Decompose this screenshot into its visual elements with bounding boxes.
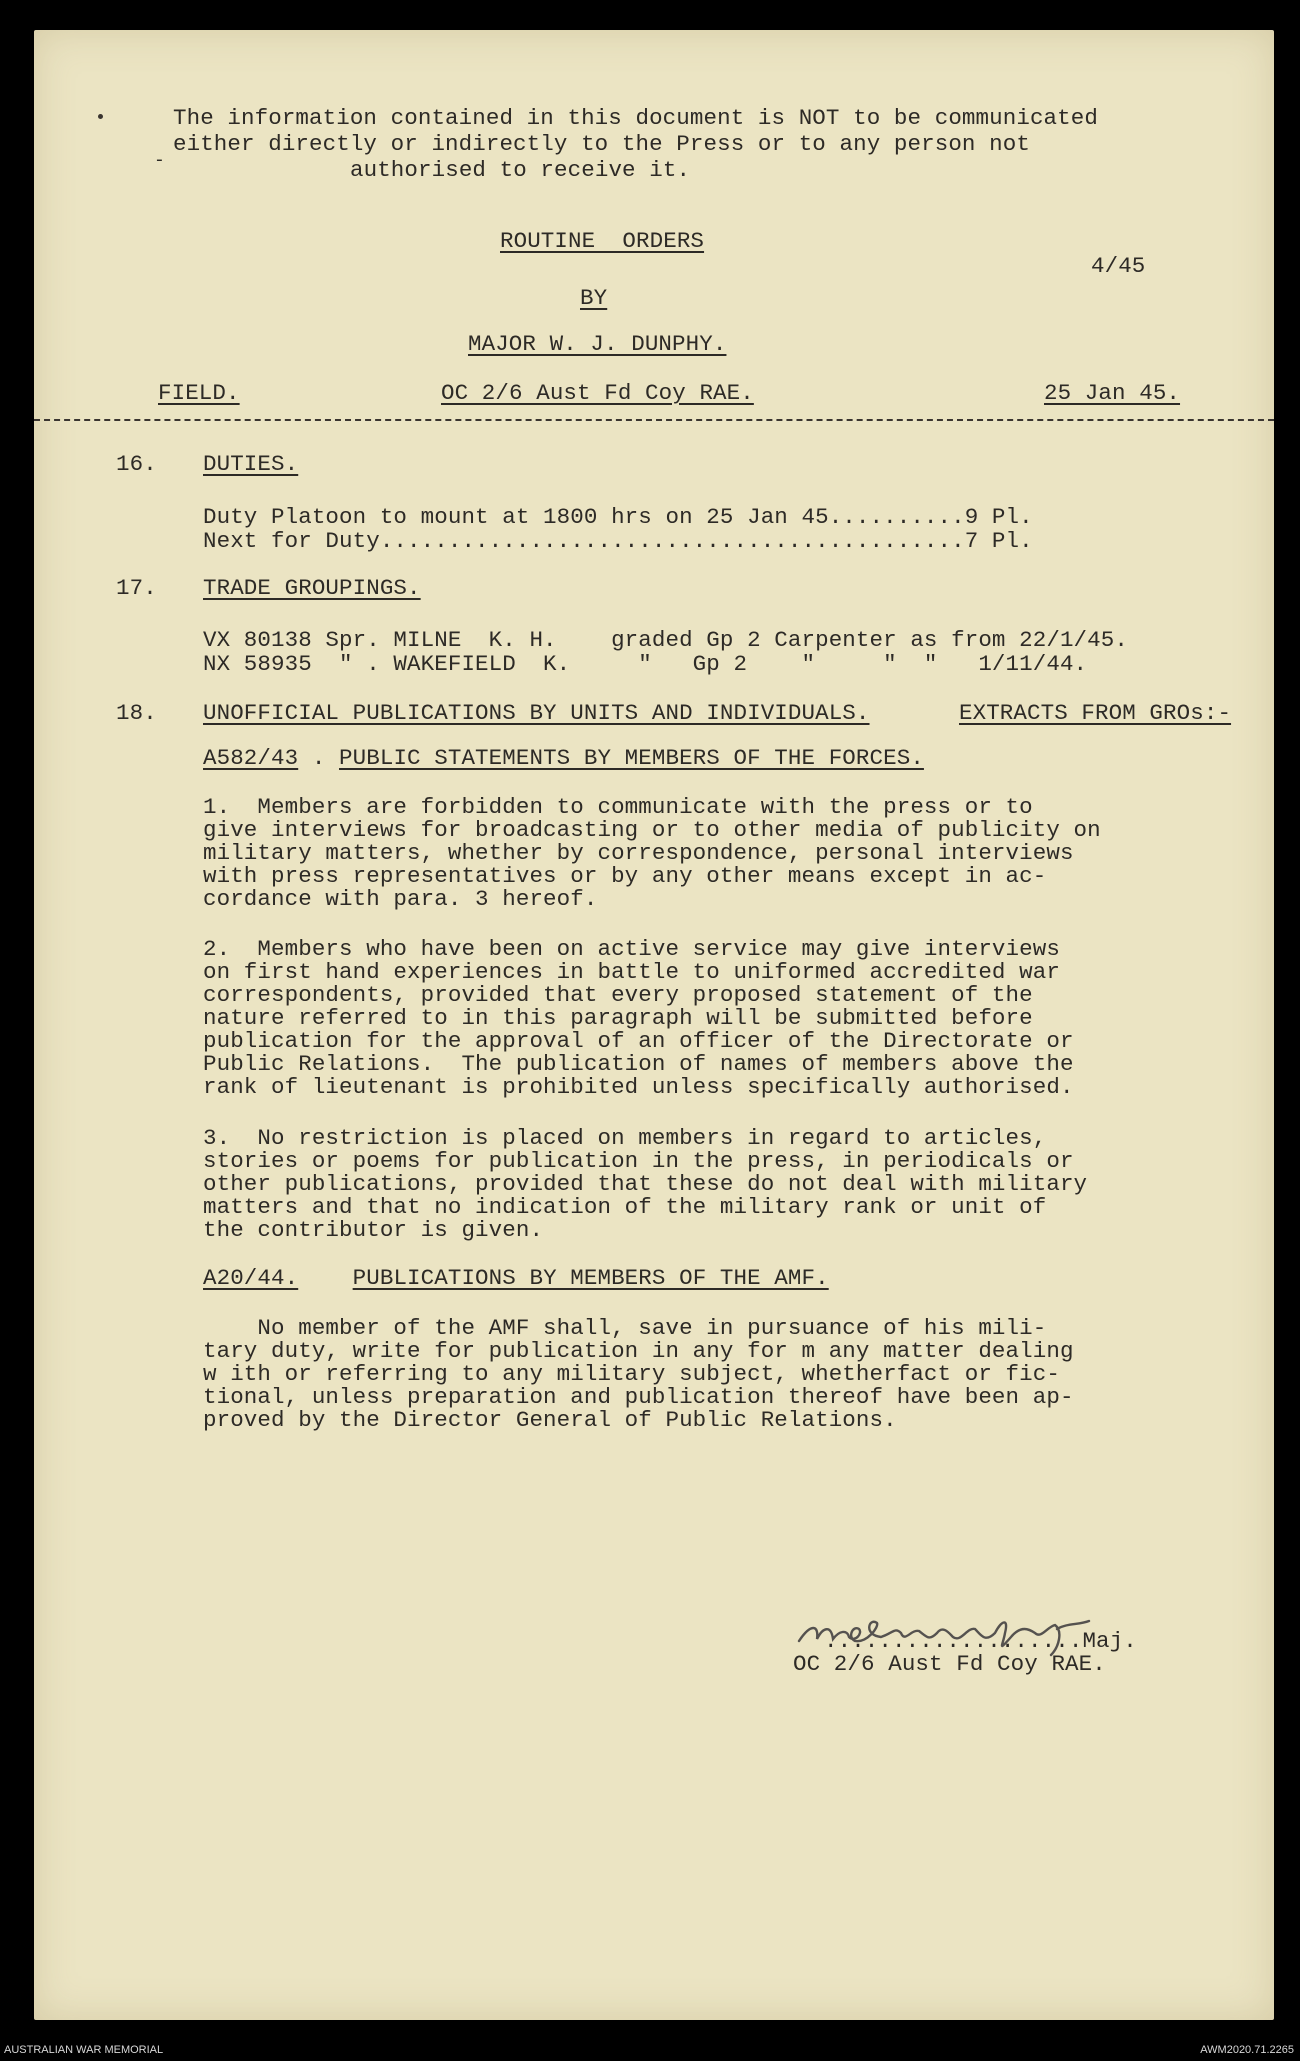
header-divider	[34, 419, 1274, 421]
issuer-name: MAJOR W. J. DUNPHY.	[468, 331, 727, 357]
para4-line: w ith or referring to any military subject, whetherfact or fic-	[203, 1361, 1060, 1387]
para2-line: Public Relations. The publication of names of members above the	[203, 1051, 1074, 1077]
section-18-heading: UNOFFICIAL PUBLICATIONS BY UNITS AND INDIVIDUALS.	[203, 700, 870, 726]
gro-a20-title: PUBLICATIONS BY MEMBERS OF THE AMF.	[352, 1265, 829, 1291]
para3-line: the contributor is given.	[203, 1217, 544, 1243]
section-17-number: 17.	[116, 575, 157, 601]
section-18-extracts: EXTRACTS FROM GROs:-	[959, 700, 1232, 726]
gro-a582-separator: .	[298, 745, 340, 771]
para4-line: No member of the AMF shall, save in pursuance of his mili-	[203, 1315, 1047, 1341]
order-date: 25 Jan 45.	[1044, 380, 1181, 406]
unit: OC 2/6 Aust Fd Coy RAE.	[441, 380, 754, 406]
gro-a582-line	[203, 745, 924, 771]
trade-line-1: VX 80138 Spr. MILNE K. H. graded Gp 2 Carpenter as from 22/1/45.	[203, 627, 1128, 653]
document-page	[34, 30, 1274, 2020]
signature-line: ...................Maj.	[824, 1628, 1137, 1654]
order-number: 4/45	[1091, 253, 1146, 279]
footer-institution: AUSTRALIAN WAR MEMORIAL	[4, 2044, 164, 2056]
by-label: BY	[580, 285, 608, 311]
margin-dot	[98, 114, 103, 119]
gro-a582-title: PUBLIC STATEMENTS BY MEMBERS OF THE FORCES.	[339, 745, 924, 771]
notice-line-2: either directly or indirectly to the Press or to any person not	[173, 131, 1030, 157]
document-title: ROUTINE ORDERS	[500, 228, 705, 254]
para4-line: proved by the Director General of Public Relations.	[203, 1407, 897, 1433]
signature-title: OC 2/6 Aust Fd Coy RAE.	[793, 1651, 1106, 1677]
section-17-heading: TRADE GROUPINGS.	[203, 575, 421, 601]
notice-line-1: The information contained in this document is NOT to be communicated	[173, 105, 1098, 131]
gro-a20-ref: A20/44.	[203, 1265, 299, 1291]
para4-line: tary duty, write for publication in any for m any matter dealing	[203, 1338, 1074, 1364]
notice-line-3: authorised to receive it.	[350, 157, 691, 183]
footer-catalog-number: AWM2020.71.2265	[1200, 2044, 1294, 2056]
gro-a20-line	[203, 1265, 829, 1291]
gro-a582-ref: A582/43	[203, 745, 299, 771]
para1-line: cordance with para. 3 hereof.	[203, 886, 598, 912]
para3-line: matters and that no indication of the military rank or unit of	[203, 1194, 1047, 1220]
para2-line: publication for the approval of an officer of the Directorate or	[203, 1028, 1074, 1054]
location: FIELD.	[158, 380, 240, 406]
para3-line: other publications, provided that these do not deal with military	[203, 1171, 1088, 1197]
trade-line-2: NX 58935 " . WAKEFIELD K. " Gp 2 " " " 1/11/44.	[203, 651, 1088, 677]
para2-line: correspondents, provided that every proposed statement of the	[203, 982, 1033, 1008]
duty-line-2: Next for Duty...........................................7 Pl.	[203, 528, 1033, 554]
section-16-heading: DUTIES.	[203, 451, 299, 477]
para1-line: with press representatives or by any other means except in ac-	[203, 863, 1047, 889]
duty-line-1: Duty Platoon to mount at 1800 hrs on 25 Jan 45..........9 Pl.	[203, 504, 1033, 530]
para3-line: 3. No restriction is placed on members in regard to articles,	[203, 1125, 1047, 1151]
para3-line: stories or poems for publication in the press, in periodicals or	[203, 1148, 1074, 1174]
section-18-number: 18.	[116, 700, 157, 726]
para2-line: 2. Members who have been on active service may give interviews	[203, 936, 1060, 962]
para2-line: on first hand experiences in battle to uniformed accredited war	[203, 959, 1060, 985]
para1-line: military matters, whether by correspondence, personal interviews	[203, 840, 1074, 866]
para2-line: nature referred to in this paragraph will be submitted before	[203, 1005, 1033, 1031]
para4-line: tional, unless preparation and publication thereof have been ap-	[203, 1384, 1074, 1410]
para2-line: rank of lieutenant is prohibited unless specifically authorised.	[203, 1074, 1074, 1100]
para1-line: give interviews for broadcasting or to other media of publicity on	[203, 817, 1101, 843]
margin-mark: -	[154, 151, 165, 171]
para1-line: 1. Members are forbidden to communicate with the press or to	[203, 794, 1033, 820]
section-16-number: 16.	[116, 451, 157, 477]
